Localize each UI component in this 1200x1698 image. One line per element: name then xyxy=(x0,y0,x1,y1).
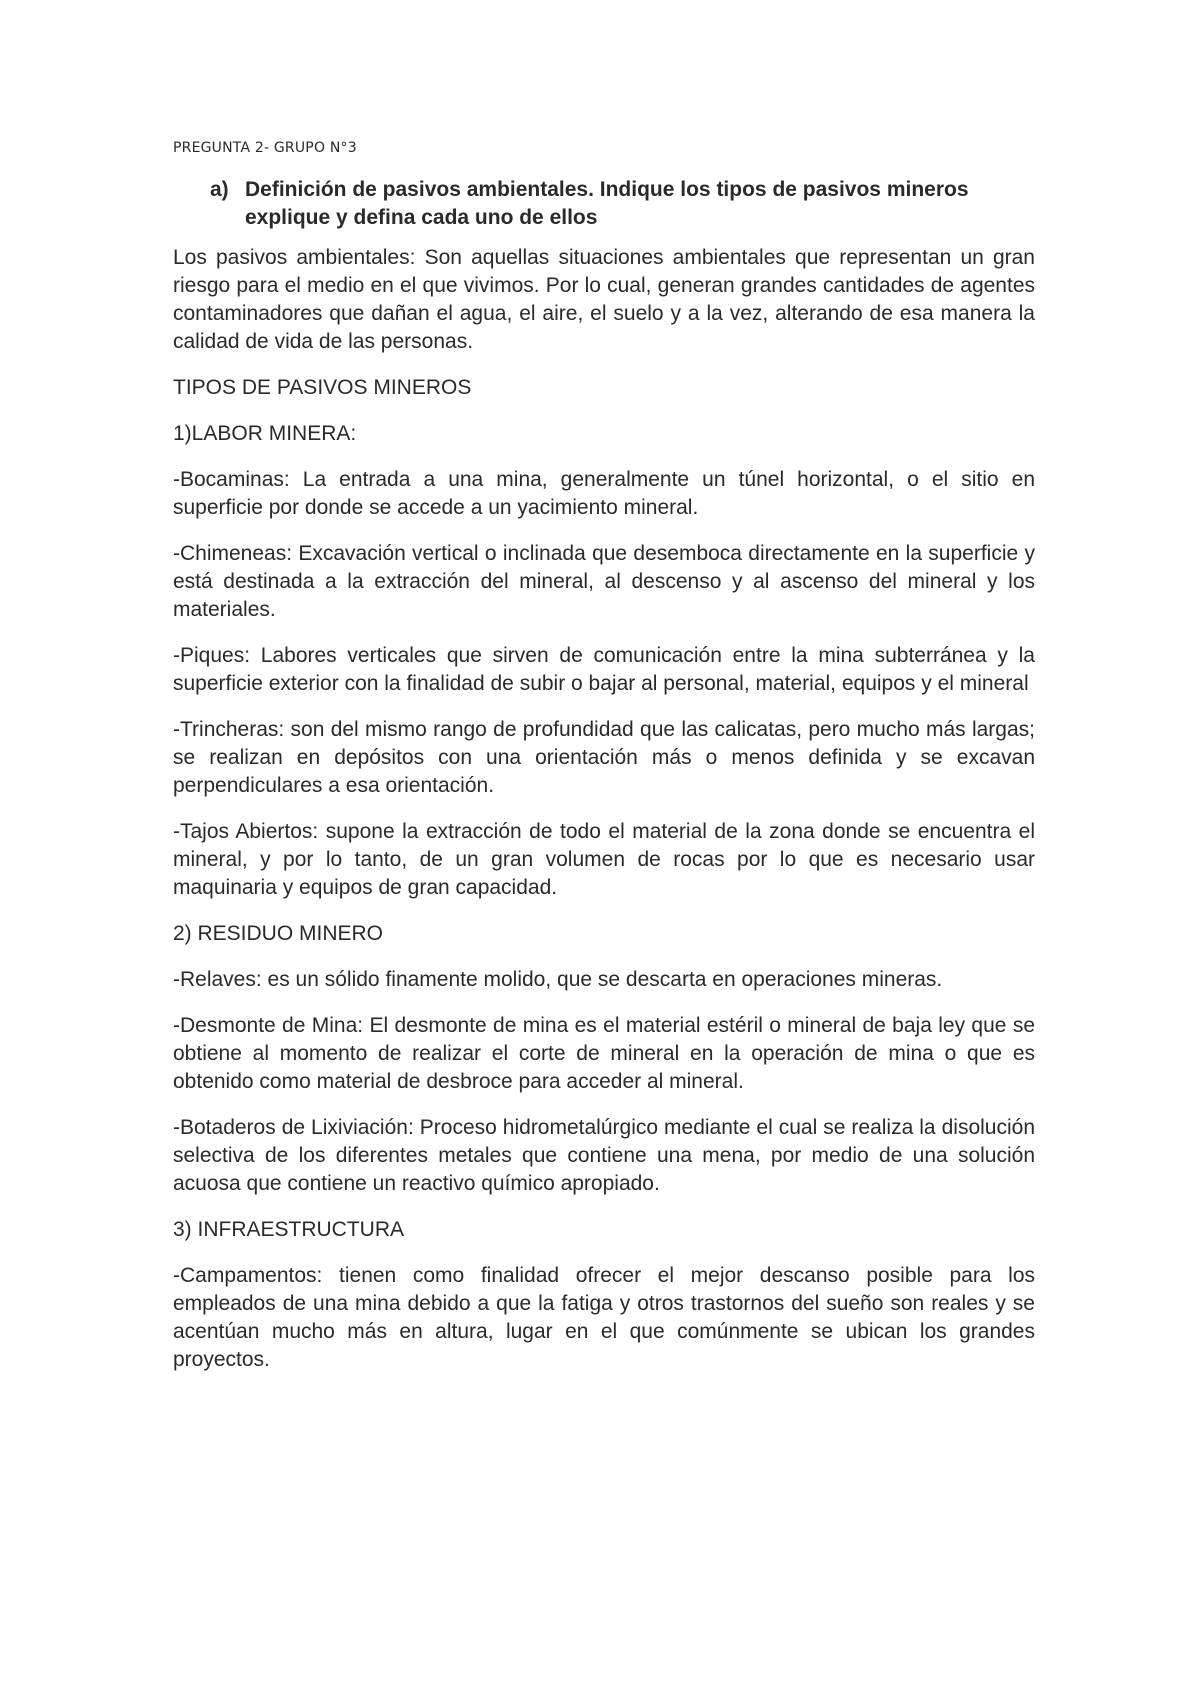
paragraph-relaves: -Relaves: es un sólido finamente molido, que se descarta en operaciones mineras. xyxy=(173,968,943,991)
document-header: PREGUNTA 2- GRUPO N°3 xyxy=(173,140,357,156)
paragraph-definition: Los pasivos ambientales: Son aquellas situaciones ambientales que representan un gran riesgo para el medio en el que vivimos. Por lo cual, generan grandes cantidades de agentes contaminadores que dañan el agua, el aire, el suelo y a la vez, alterando de esa manera la calidad de vida de las personas. xyxy=(173,246,1035,353)
paragraph-botaderos: -Botaderos de Lixiviación: Proceso hidrometalúrgico mediante el cual se realiza la disolución selectiva de los diferentes metales que contiene una mena, por medio de una solución acuosa que contiene un reactivo químico apropiado. xyxy=(173,1116,1035,1195)
paragraph-trincheras: -Trincheras: son del mismo rango de profundidad que las calicatas, pero mucho más largas; se realizan en depósitos con una orientación más o menos definida y se excavan perpendiculares a esa orientación. xyxy=(173,718,1035,797)
question-text: Definición de pasivos ambientales. Indique los tipos de pasivos mineros explique y defina cada uno de ellos xyxy=(245,178,969,229)
subsection-heading-residuo-minero: 2) RESIDUO MINERO xyxy=(173,922,384,945)
paragraph-desmonte: -Desmonte de Mina: El desmonte de mina es el material estéril o mineral de baja ley que se obtiene al momento de realizar el corte de mineral en la operación de mina o que es obtenido como material de desbroce para acceder al mineral. xyxy=(173,1014,1035,1093)
paragraph-tajos-abiertos: -Tajos Abiertos: supone la extracción de todo el material de la zona donde se encuentra el mineral, y por lo tanto, de un gran volumen de rocas por lo que es necesario usar maquinaria y equipos de gran capacidad. xyxy=(173,820,1035,899)
paragraph-bocaminas: -Bocaminas: La entrada a una mina, generalmente un túnel horizontal, o el sitio en superficie por donde se accede a un yacimiento mineral. xyxy=(173,468,1035,519)
question-item xyxy=(173,176,1035,232)
subsection-heading-infraestructura: 3) INFRAESTRUCTURA xyxy=(173,1218,405,1241)
subsection-heading-labor-minera: 1)LABOR MINERA: xyxy=(173,422,357,445)
section-heading-tipos: TIPOS DE PASIVOS MINEROS xyxy=(173,376,472,399)
paragraph-campamentos: -Campamentos: tienen como finalidad ofrecer el mejor descanso posible para los empleados de una mina debido a que la fatiga y otros trastornos del sueño son reales y se acentúan mucho más en altura, lugar en el que comúnmente se ubican los grandes proyectos. xyxy=(173,1264,1035,1371)
paragraph-chimeneas: -Chimeneas: Excavación vertical o inclinada que desemboca directamente en la superficie y está destinada a la extracción del mineral, al descenso y al ascenso del mineral y los materiales. xyxy=(173,542,1035,621)
document-page xyxy=(173,140,1035,1392)
question-marker: a) xyxy=(210,178,229,201)
paragraph-piques: -Piques: Labores verticales que sirven de comunicación entre la mina subterránea y la superficie exterior con la finalidad de subir o bajar al personal, material, equipos y el mineral xyxy=(173,644,1035,695)
